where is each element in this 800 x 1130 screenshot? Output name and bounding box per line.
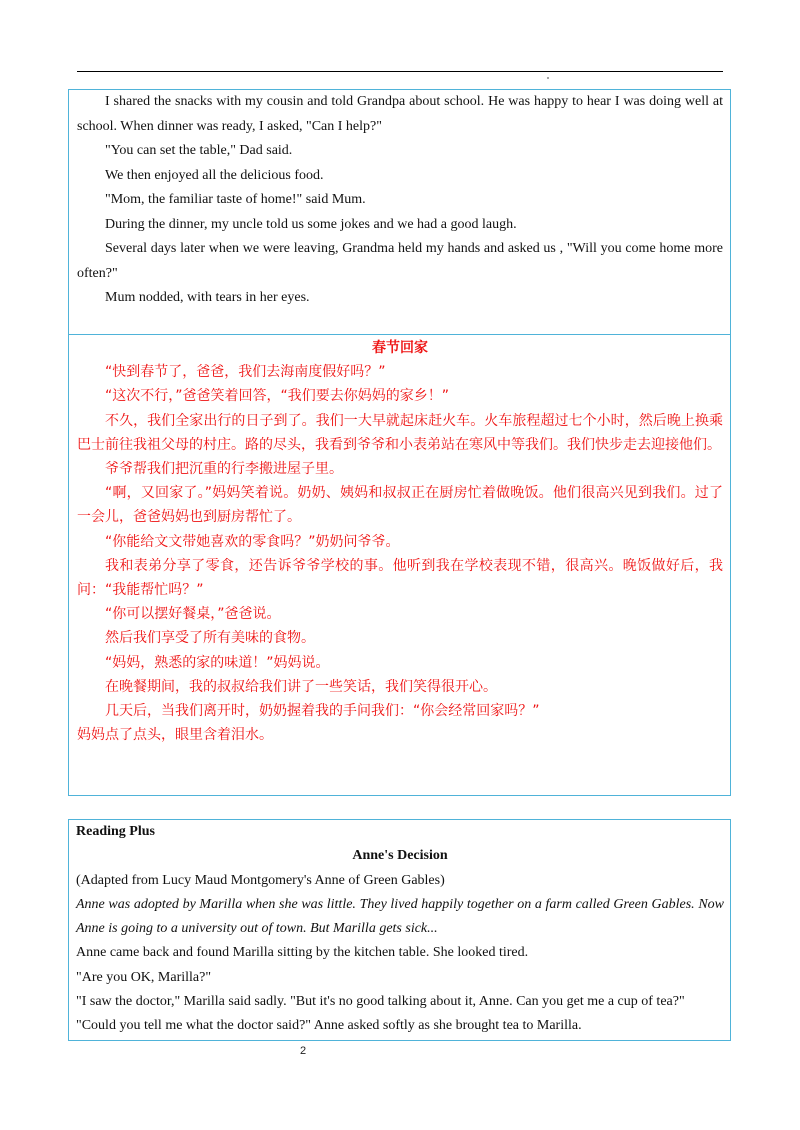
chinese-paragraph: “这次不行，”爸爸笑着回答，“我们要去你妈妈的家乡！” [105,388,450,405]
reading-plus-box [68,819,731,1041]
english-paragraph: Mum nodded, with tears in her eyes. [105,290,310,305]
english-paragraph: "You can set the table," Dad said. [105,143,293,158]
chinese-paragraph: 妈妈点了点头，眼里含着泪水。 [77,727,273,744]
chinese-story-title: 春节回家 [372,340,428,356]
reading-plus-title: Anne's Decision [352,848,448,864]
chinese-story-text [77,336,723,747]
english-paragraph: I shared the snacks with my cousin and told Grandpa about school. He was happy to hear I was doing well at school. When dinner was ready, I asked, "Can I help?" [77,94,723,134]
reading-plus-intro: Anne was adopted by Marilla when she was little. They lived happily together on a farm called Green Gables. Now Anne is going to a university out of town. But Marilla gets sick... [76,896,724,937]
header-rule [77,71,723,72]
reading-plus-line: "I saw the doctor," Marilla said sadly. "But it's no good talking about it, Anne. Can you get me a cup of tea?" [76,994,685,1010]
chinese-paragraph: 爷爷帮我们把沉重的行李搬进屋子里。 [105,461,343,478]
reading-plus-source: (Adapted from Lucy Maud Montgomery's Anne of Green Gables) [76,872,445,888]
page-number: 2 [300,1045,307,1057]
english-paragraph: Several days later when we were leaving, Grandma held my hands and asked us , "Will you come home more often?" [77,241,723,281]
chinese-paragraph: 我和表弟分享了零食，还告诉爷爷学校的事。他听到我在学校表现不错，很高兴。晚饭做好后，我问：“我能帮忙吗？” [77,557,723,599]
english-paragraph: During the dinner, my uncle told us some jokes and we had a good laugh. [105,216,517,232]
reading-plus-line: Anne came back and found Marilla sitting by the kitchen table. She looked tired. [76,945,529,961]
chinese-paragraph: “快到春节了，爸爸，我们去海南度假好吗？” [105,364,386,381]
english-story-text [77,90,723,311]
reading-plus-line: "Could you tell me what the doctor said?" Anne asked softly as she brought tea to Marilla. [76,1018,582,1034]
english-paragraph: We then enjoyed all the delicious food. [105,167,324,183]
chinese-paragraph: 在晚餐期间，我的叔叔给我们讲了一些笑话，我们笑得很开心。 [105,678,497,695]
chinese-paragraph: 不久，我们全家出行的日子到了。我们一大早就起床赶火车。火车旅程超过七个小时，然后晚上换乘巴士前往我祖父母的村庄。路的尽头，我看到爷爷和小表弟站在寒风中等我们。我们快步走去迎接他们。 [77,412,723,453]
chinese-paragraph: “啊，又回家了。”妈妈笑着说。奶奶、姨妈和叔叔正在厨房忙着做晚饭。他们很高兴见到我们。过了一会儿，爸爸妈妈也到厨房帮忙了。 [77,485,723,526]
english-paragraph: "Mom, the familiar taste of home!" said Mum. [105,192,366,207]
reading-plus-text [76,820,724,1039]
chinese-paragraph: “你可以摆好餐桌，”爸爸说。 [105,606,281,623]
chinese-paragraph: “妈妈，熟悉的家的味道！”妈妈说。 [105,654,330,671]
chinese-paragraph: 然后我们享受了所有美味的食物。 [105,630,315,647]
reading-plus-heading: Reading Plus [76,824,155,839]
chinese-paragraph: “你能给文文带她喜欢的零食吗？”奶奶问爷爷。 [105,533,400,550]
header-dot [547,77,549,79]
reading-plus-line: "Are you OK, Marilla?" [76,969,212,985]
chinese-story-box [68,335,731,796]
chinese-paragraph: 几天后，当我们离开时，奶奶握着我的手问我们：“你会经常回家吗？” [105,703,540,720]
english-story-box [68,89,731,335]
